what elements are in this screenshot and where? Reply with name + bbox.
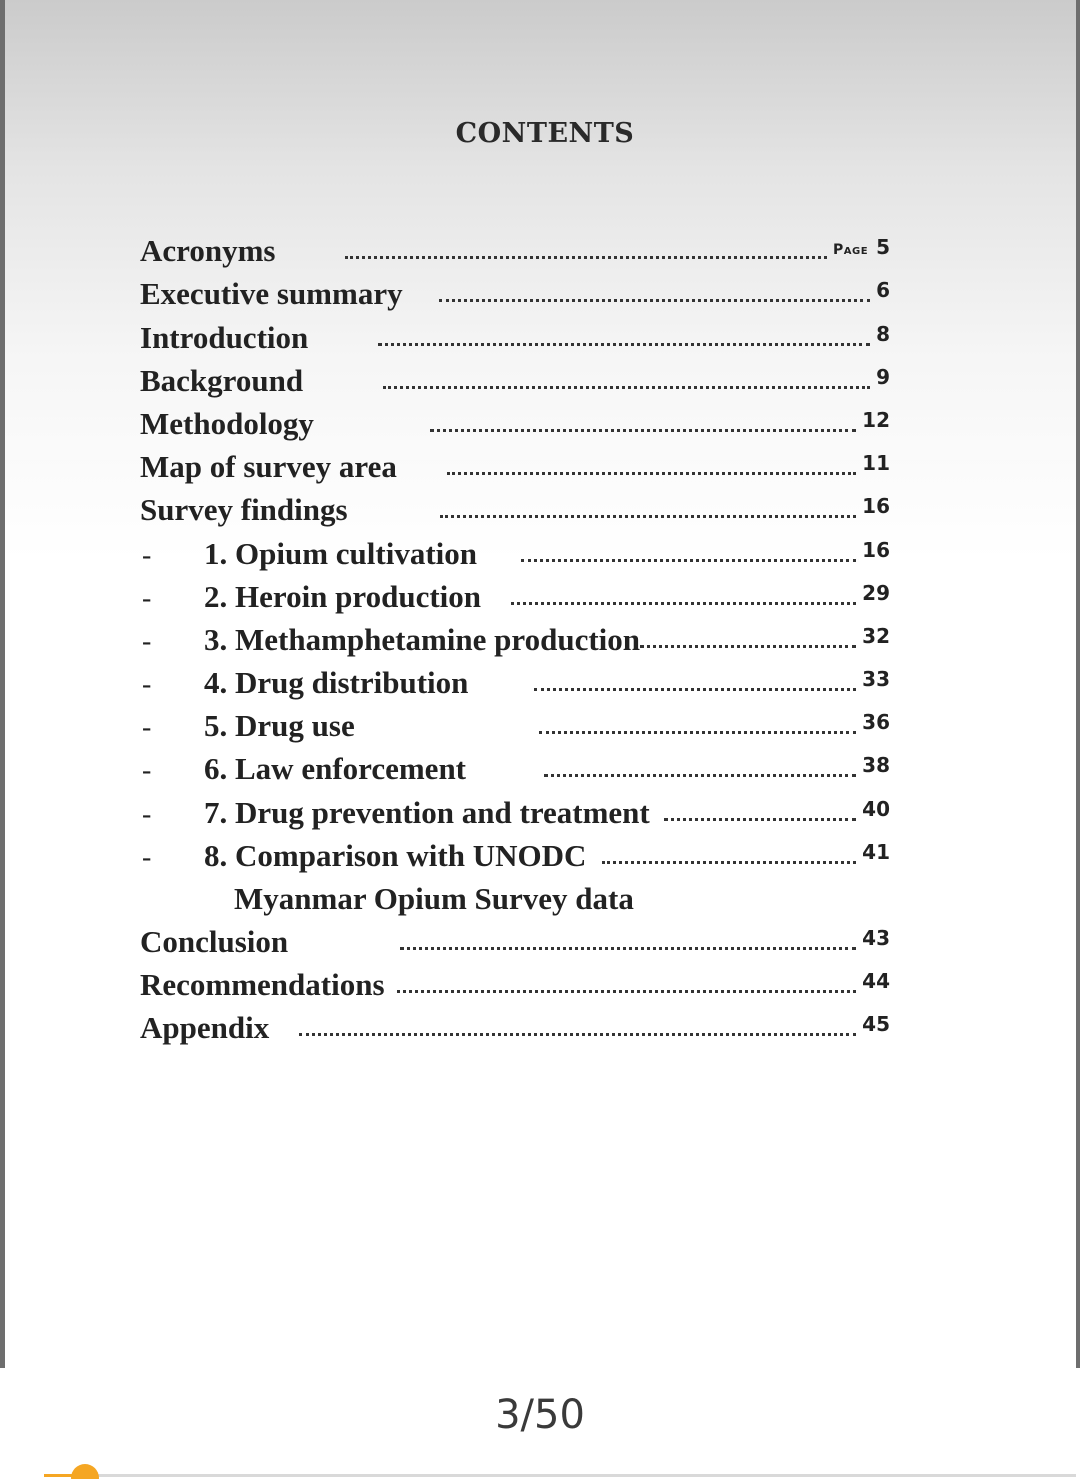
toc-leader-dots	[664, 818, 856, 821]
toc-entry-page: 41	[862, 839, 890, 864]
toc-entry-label: Acronyms	[140, 233, 276, 269]
toc-leader-dots	[383, 386, 870, 389]
toc-entry-page: 11	[862, 451, 890, 476]
toc-entry-page: 45	[862, 1012, 890, 1037]
toc-subentry	[140, 831, 890, 874]
toc-entry-label: 3. Methamphetamine production	[204, 621, 641, 657]
toc-dash: -	[142, 712, 152, 744]
toc-entry	[140, 1003, 890, 1046]
toc-entry-page: 9	[876, 364, 890, 389]
page-title: CONTENTS	[455, 118, 635, 149]
toc-continuation-label: Myanmar Opium Survey data	[234, 880, 634, 916]
toc-dash: -	[142, 582, 152, 614]
toc-leader-dots	[299, 1033, 856, 1036]
toc-entry	[140, 356, 890, 399]
toc-dash: -	[142, 755, 152, 787]
toc-entry	[140, 485, 890, 528]
toc-entry-page: 32	[862, 623, 890, 648]
toc-dash: -	[142, 798, 152, 830]
toc-leader-dots	[378, 343, 870, 346]
toc-entry-page: 40	[862, 796, 890, 821]
toc-entry	[140, 442, 890, 485]
toc-entry-label: 4. Drug distribution	[204, 665, 469, 701]
toc-dash: -	[142, 669, 152, 701]
page-indicator: 3/50	[495, 1392, 585, 1438]
toc-entry-page: 36	[862, 710, 890, 735]
table-of-contents	[140, 226, 890, 1046]
toc-leader-dots	[439, 299, 870, 302]
toc-entry-label: Executive summary	[140, 276, 403, 312]
toc-entry	[140, 917, 890, 960]
toc-entry-page: 33	[862, 667, 890, 692]
toc-subentry	[140, 744, 890, 787]
progress-slider-handle[interactable]	[71, 1464, 99, 1479]
toc-entry-page: Page 5	[833, 235, 890, 260]
toc-entry-label: 1. Opium cultivation	[204, 535, 478, 571]
toc-entry-page: 29	[862, 580, 890, 605]
toc-entry-page: 43	[862, 926, 890, 950]
toc-subentry	[140, 787, 890, 830]
toc-entry-label: Survey findings	[140, 492, 348, 528]
toc-entry-label: 5. Drug use	[204, 708, 355, 744]
toc-subentry	[140, 615, 890, 658]
toc-entry-page: 38	[862, 753, 890, 778]
toc-leader-dots	[602, 861, 856, 864]
page-progress-slider[interactable]	[44, 1474, 1076, 1477]
toc-entry-page: 16	[862, 494, 890, 519]
toc-leader-dots	[521, 559, 856, 562]
toc-leader-dots	[544, 774, 856, 777]
toc-entry-page: 44	[862, 969, 890, 994]
toc-entry-label: Background	[140, 362, 304, 398]
toc-entry	[140, 960, 890, 1003]
toc-entry	[140, 312, 890, 355]
toc-entry	[140, 399, 890, 442]
toc-leader-dots	[397, 990, 857, 993]
toc-subentry	[140, 572, 890, 615]
toc-entry-page: 16	[862, 537, 890, 562]
toc-dash: -	[142, 625, 152, 657]
toc-continuation	[140, 874, 890, 917]
toc-leader-dots	[534, 688, 856, 691]
toc-entry-label: Map of survey area	[140, 449, 397, 485]
toc-entry-label: 6. Law enforcement	[204, 751, 467, 787]
toc-leader-dots	[345, 256, 827, 259]
toc-entry	[140, 226, 890, 269]
toc-leader-dots	[430, 429, 856, 432]
toc-entry-page: 6	[876, 278, 890, 303]
toc-entry-label: Conclusion	[140, 924, 289, 959]
toc-dash: -	[142, 841, 152, 873]
page-prefix: Page	[833, 242, 869, 259]
toc-leader-dots	[440, 515, 857, 518]
toc-dash: -	[142, 539, 152, 571]
toc-entry-label: 8. Comparison with UNODC	[204, 837, 587, 873]
toc-leader-dots	[511, 602, 856, 605]
toc-entry-label: 2. Heroin production	[204, 578, 482, 614]
toc-leader-dots	[447, 472, 856, 475]
toc-subentry	[140, 701, 890, 744]
toc-leader-dots	[400, 947, 856, 950]
toc-entry-page: 8	[876, 321, 890, 346]
toc-entry-label: Appendix	[140, 1010, 270, 1046]
toc-leader-dots	[539, 731, 856, 734]
toc-entry-page: 12	[862, 407, 890, 432]
toc-subentry	[140, 658, 890, 701]
toc-entry-label: 7. Drug prevention and treatment	[204, 794, 650, 830]
toc-entry-label: Introduction	[140, 319, 309, 355]
toc-leader-dots	[640, 645, 856, 648]
toc-entry-label: Methodology	[140, 405, 314, 441]
toc-entry-label: Recommendations	[140, 967, 385, 1003]
toc-subentry	[140, 528, 890, 571]
toc-entry	[140, 269, 890, 312]
